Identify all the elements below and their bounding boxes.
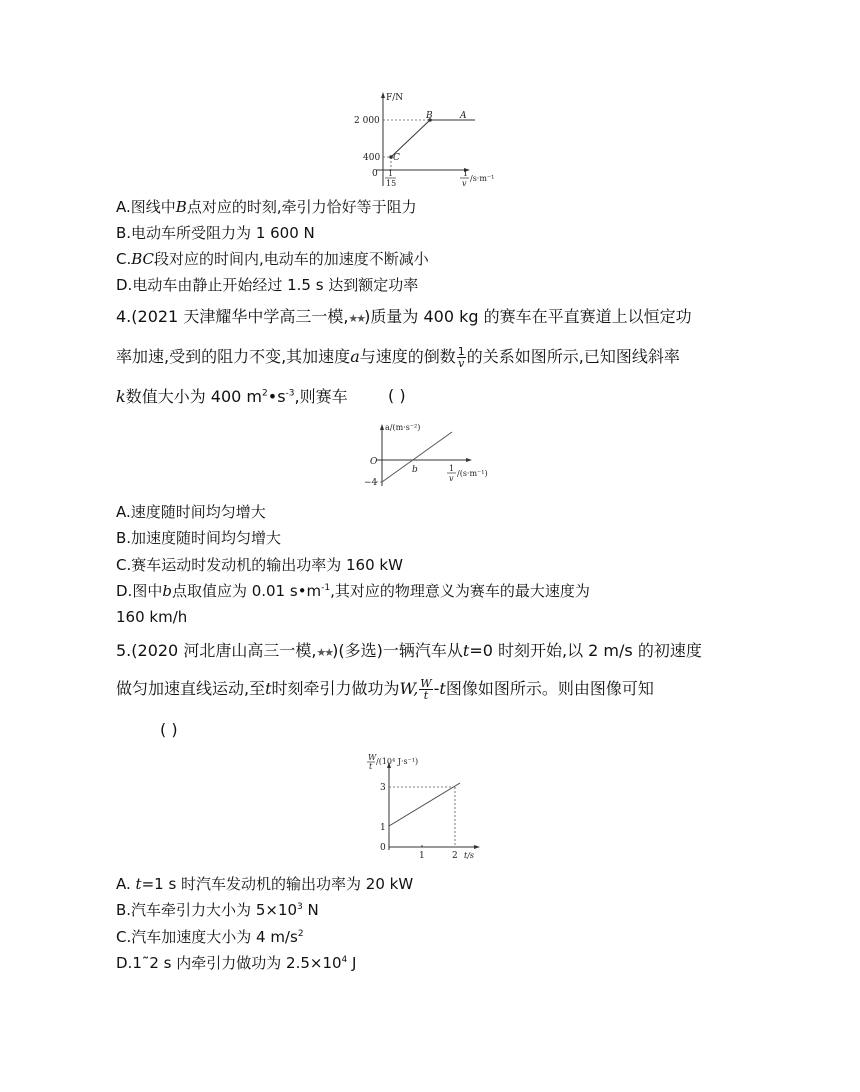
graph1-y-tick-2000: 2 000 xyxy=(354,116,380,126)
graph1-x-label-den: v xyxy=(462,179,467,188)
graph2-origin: O xyxy=(370,457,378,467)
q5-option-c: C.汽车加速度大小为 4 $m/s^2$ xyxy=(116,928,304,946)
difficulty-star-icon: ★★ xyxy=(348,312,365,325)
q4-option-d-continued: 160 km/h xyxy=(116,608,188,626)
graph1-x-label-num: 1 xyxy=(463,169,469,178)
graph1-point-c: C xyxy=(393,153,400,163)
graph3-y-label-unit: /(10⁴ J·s⁻¹) xyxy=(376,757,419,766)
q4-answer-blank: ( ) xyxy=(388,386,406,405)
graph1-y-tick-400: 400 xyxy=(363,153,381,163)
difficulty-star-icon: ★★ xyxy=(316,646,333,659)
q3-option-d: D.电动车由静止开始经过 1.5 s 达到额定功率 xyxy=(116,276,419,294)
graph2-point-b: b xyxy=(412,465,418,475)
graph-power-vs-time xyxy=(360,750,500,862)
graph1-point-b: B xyxy=(426,111,433,121)
graph1-x-tick-num: 1 xyxy=(388,169,394,178)
graph-acceleration-vs-inverse-velocity xyxy=(360,420,520,490)
graph3-y-tick-0: 0 xyxy=(380,843,386,853)
q5-option-b: B.汽车牵引力大小为 $5\times 10^3$ N xyxy=(116,901,319,919)
graph3-y-label-den: t xyxy=(369,762,373,771)
graph3-x-label: t/s xyxy=(464,851,475,860)
graph1-y-axis-label: F/N xyxy=(386,93,404,103)
q5-stem-line1: 5.(2020 河北唐山高三一模,★★)(多选)一辆汽车从t=0 时刻开始,以 2 m/s 的初速度 xyxy=(116,641,702,660)
q5-stem-line2: 做匀加速直线运动,至t时刻牵引力做功为W, $\frac{W}{t}$ -t图像如图所示。则由图像可知 xyxy=(116,677,654,702)
graph2-x-label-unit: /(s·m⁻¹) xyxy=(457,469,488,478)
q4-option-d: D.图中b点取值应为 0.01 $s•m^{-1}$,其对应的物理意义为赛车的最大速度为 xyxy=(116,582,590,600)
graph3-y-tick-3: 3 xyxy=(380,783,386,793)
q4-option-a: A.速度随时间均匀增大 xyxy=(116,503,266,521)
q5-option-a: A. t=1 s 时汽车发动机的输出功率为 20 kW xyxy=(116,875,414,893)
graph3-y-label-num: W xyxy=(368,753,377,762)
graph3-x-tick-1: 1 xyxy=(419,851,425,861)
q4-stem-line2: 率加速,受到的阻力不变,其加速度a与速度的倒数 $\frac{1}{v}$ 的关系如图所示,已知图线斜率 xyxy=(116,345,680,370)
q5-answer-blank: ( ) xyxy=(160,720,178,739)
fraction-w-over-t: $\frac{W}{t}$ xyxy=(420,677,432,702)
graph1-x-tick-den: 15 xyxy=(386,179,397,188)
graph1-y-tick-0: 0 xyxy=(372,169,378,179)
graph-force-vs-inverse-velocity xyxy=(350,88,520,188)
fraction-1-over-v: $\frac{1}{v}$ xyxy=(457,345,465,370)
graph2-y-tick: −4 xyxy=(364,478,378,488)
q3-option-a: A.图线中B点对应的时刻,牵引力恰好等于阻力 xyxy=(116,198,417,216)
graph2-x-label-den: v xyxy=(449,474,454,483)
graph2-x-label-num: 1 xyxy=(449,464,455,473)
q4-option-b: B.加速度随时间均匀增大 xyxy=(116,529,282,547)
graph1-x-label-unit: /s·m⁻¹ xyxy=(470,174,495,183)
q4-stem-line1: 4.(2021 天津耀华中学高三一模,★★)质量为 400 kg 的赛车在平直赛道上以恒定功 xyxy=(116,307,692,326)
q4-option-c: C.赛车运动时发动机的输出功率为 160 kW xyxy=(116,556,403,574)
q5-option-d: D.1˜2 s 内牵引力做功为 $2.5\times 10^4$ J xyxy=(116,954,357,972)
q4-stem-line3: k数值大小为 400 $m^2•s^{-3}$,则赛车 xyxy=(116,387,348,406)
graph3-y-tick-1: 1 xyxy=(380,823,386,833)
graph3-x-tick-2: 2 xyxy=(452,851,458,861)
q3-option-b: B.电动车所受阻力为 1 600 N xyxy=(116,224,315,242)
graph1-point-a: A xyxy=(460,111,467,121)
graph2-y-axis-label: a/(m·s⁻²) xyxy=(385,423,421,432)
q3-option-c: C.BC段对应的时间内,电动车的加速度不断减小 xyxy=(116,250,429,268)
